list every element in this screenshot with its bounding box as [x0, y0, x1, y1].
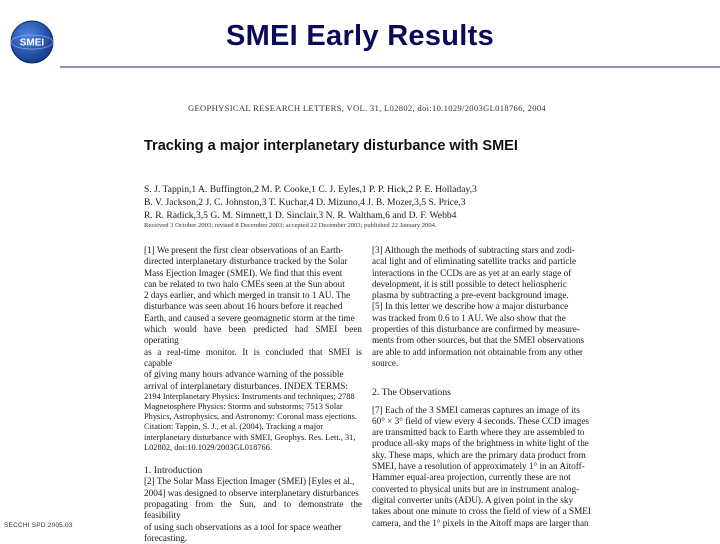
text-line: of using such observations as a tool for space weather: [144, 521, 342, 532]
authors-line: R. R. Radick,3,5 G. M. Simnett,1 D. Sinclair,3 N. R. Waltham,6 and D. F. Webb4: [144, 210, 457, 222]
text-line: interplanetary disturbance with SMEI, Geophys. Res. Lett., 31,: [144, 432, 356, 442]
journal-header: GEOPHYSICAL RESEARCH LETTERS, VOL. 31, L02802, doi:10.1029/2003GL018766, 2004: [188, 103, 547, 113]
paragraph-5: [372, 301, 608, 369]
text-line: digital converter units (ADU). A given point in the sky: [372, 494, 574, 505]
text-line: Mass Ejection Imager (SMEI). We find that this event: [144, 267, 343, 278]
introduction-text: [144, 476, 362, 544]
text-line: Magnetosphere Physics: Storms and substorms; 7513 Solar: [144, 402, 343, 412]
text-line: arrival of interplanetary disturbances. INDEX TERMS:: [144, 380, 348, 391]
text-line: [1] We present the first clear observations of an Earth-: [144, 245, 344, 255]
text-line: 60° × 3° field of view every 4 seconds. These CCD images: [372, 415, 589, 426]
logo-text: SMEI: [19, 37, 45, 49]
text-line: 2 days earlier, and which merged in transit to 1 AU. The: [144, 290, 351, 301]
title-divider: [60, 66, 720, 68]
text-line: camera, and the 1° pixels in the Aitoff maps are larger than: [372, 517, 589, 528]
text-line: propagating from the Sun, and to demonstrate the feasibility: [144, 498, 362, 521]
text-line: [2] The Solar Mass Ejection Imager (SMEI) [Eyles et al.,: [144, 476, 355, 487]
abstract: [144, 245, 362, 453]
text-line: SMEI, have a resolution of approximately 1° in an Aitoff-: [372, 461, 585, 472]
text-line: plasma by subtracting a pre-event background image.: [372, 290, 569, 301]
text-line: source.: [372, 357, 399, 368]
text-line: 2004] was designed to observe interplanetary disturbances: [144, 487, 359, 498]
section-heading-observations: 2. The Observations: [372, 387, 451, 399]
text-line: Citation: Tappin, S. J., et al. (2004), Tracking a major: [144, 422, 324, 432]
text-line: of giving many hours advance warning of the possible: [144, 369, 344, 380]
text-line: was tracked from 0.6 to 1 AU. We also show that the: [372, 312, 566, 323]
text-line: produce all-sky maps of the brightness in white light of the: [372, 438, 589, 449]
observations-text: [372, 405, 608, 529]
left-column: [144, 245, 362, 544]
text-line: disturbance was seen about 16 hours before it reached: [144, 301, 343, 312]
slide-footer: SECCHI SPD 2005.03: [4, 522, 73, 529]
text-line: which would have been predicted had SMEI been operating: [144, 324, 362, 346]
text-line: development, it is still possible to detect heliospheric: [372, 278, 567, 289]
text-line: ments from other sources, but that the SMEI observations: [372, 335, 585, 346]
text-line: Hammer equal-area projection, currently these are not: [372, 472, 571, 483]
paper-page: [118, 103, 626, 543]
text-line: 2194 Interplanetary Physics: Instruments and techniques; 2788: [144, 391, 355, 401]
text-line: properties of this disturbance are confirmed by measure-: [372, 324, 580, 335]
text-line: [3] Although the methods of subtracting stars and zodi-: [372, 245, 576, 255]
text-line: takes about one minute to cross the field of view of a SMEI: [372, 506, 591, 517]
text-line: Earth, and caused a severe geomagnetic storm at the time: [144, 312, 355, 323]
text-line: [5] In this letter we describe how a major disturbance: [372, 301, 569, 312]
text-line: acal light and of eliminating satellite tracks and particle: [372, 256, 577, 267]
text-line: are able to add information not obtainable from any other: [372, 346, 583, 357]
text-line: sky. These maps, which are the primary data product from: [372, 449, 586, 460]
text-line: as a real-time monitor. It is concluded that SMEI is capable: [144, 346, 362, 368]
right-column: [372, 245, 608, 529]
author-list: [144, 183, 614, 223]
slide-title: SMEI Early Results: [225, 20, 495, 52]
received-dates: Received 3 October 2003; revised 8 December 2003; accepted 22 December 2003; published 22 January 2004.: [144, 222, 437, 229]
text-line: Physics, Astrophysics, and Astronomy: Coronal mass ejections.: [144, 412, 357, 422]
text-line: converted to physical units but are in instrument analog-: [372, 483, 580, 494]
text-line: directed interplanetary disturbance tracked by the Solar: [144, 256, 348, 267]
text-line: are transmitted back to Earth where they are assembled to: [372, 427, 585, 438]
text-line: interactions in the CCDs are as yet at an early stage of: [372, 267, 572, 278]
text-line: [7] Each of the 3 SMEI cameras captures an image of its: [372, 404, 580, 415]
text-line: L02802, doi:10.1029/2003GL018766.: [144, 442, 272, 452]
section-heading-introduction: 1. Introduction: [144, 465, 203, 477]
authors-line: S. J. Tappin,1 A. Buffington,2 M. P. Cooke,1 C. J. Eyles,1 P. P. Hick,2 P. E. Holladay,3: [144, 184, 477, 195]
authors-line: B. V. Jackson,2 J. C. Johnston,3 T. Kuchar,4 D. Mizuno,4 J. B. Mozer,3,5 S. Price,3: [144, 197, 466, 209]
paragraph-3: [372, 245, 608, 301]
text-line: can be related to two halo CMEs seen at the Sun about: [144, 278, 345, 289]
paper-title: Tracking a major interplanetary disturbance with SMEI: [144, 138, 518, 154]
text-line: forecasting.: [144, 532, 188, 543]
